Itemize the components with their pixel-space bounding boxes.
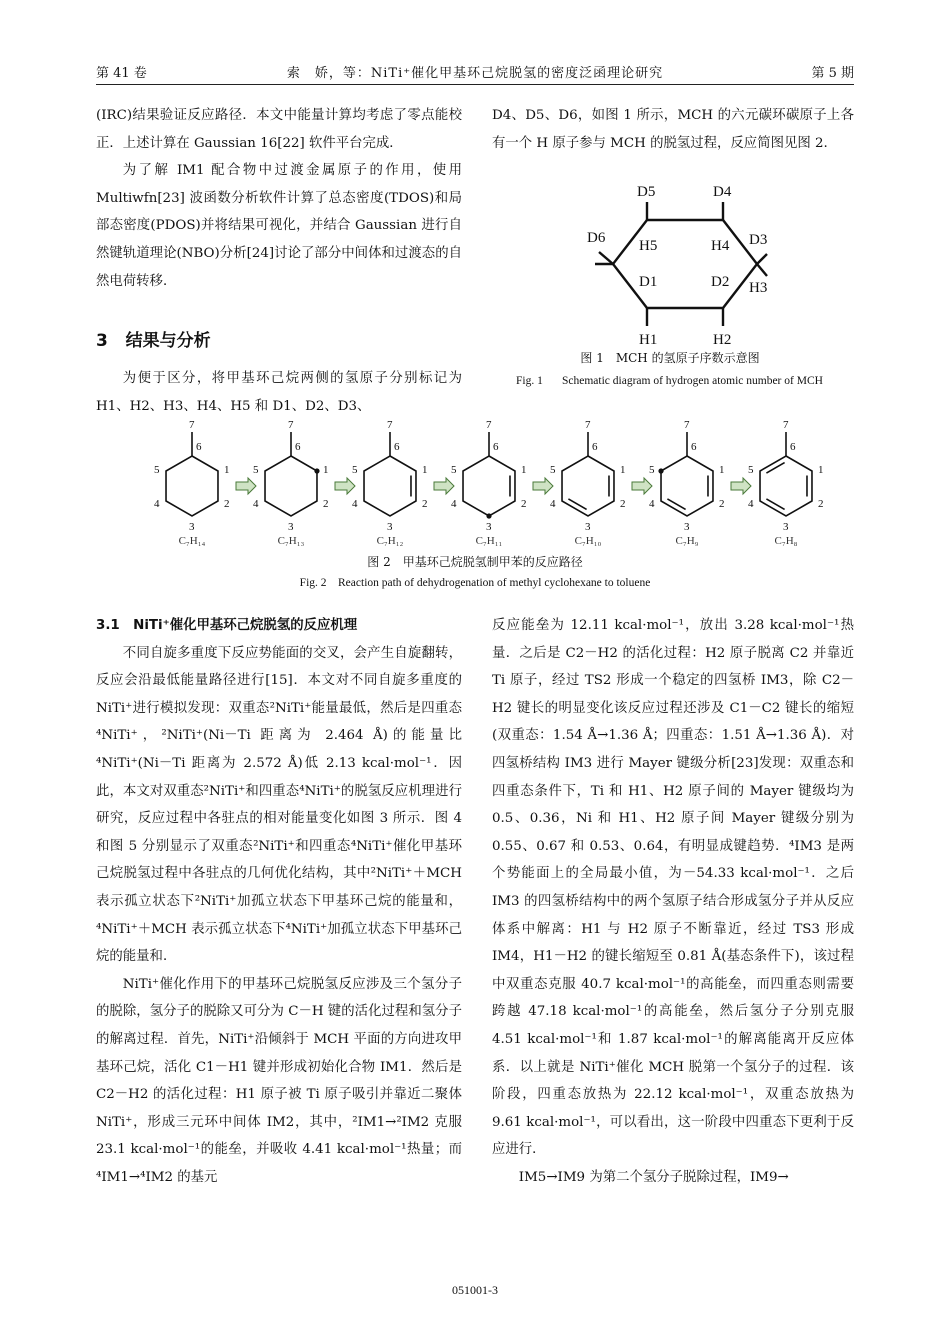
fig1-label: D5 (637, 184, 656, 200)
atom-number: 7 (486, 419, 492, 431)
double-bond (766, 499, 784, 510)
atom-number: 2 (520, 498, 527, 510)
atom-number: 5 (154, 464, 160, 476)
atom-number: 4 (649, 498, 655, 510)
atom-number: 6 (592, 441, 598, 453)
right-column-bottom (492, 612, 854, 1191)
ring (760, 456, 812, 516)
section-heading: 3 结果与分析 (96, 331, 211, 351)
reaction-arrow-icon (335, 478, 355, 494)
figure-1-caption-cn: 图 1 MCH 的氢原子序数示意图 (580, 351, 760, 365)
molecule-formula: C₇H₁₀ (574, 535, 602, 547)
atom-number: 5 (748, 464, 754, 476)
atom-number: 1 (223, 464, 230, 476)
double-bond (568, 499, 586, 510)
atom-number: 1 (619, 464, 626, 476)
molecule-formula: C₇H₁₃ (277, 535, 305, 547)
ring (463, 456, 515, 516)
reaction-arrow-icon (533, 478, 553, 494)
atom-number: 1 (718, 464, 725, 476)
atom-number: 4 (253, 498, 259, 510)
atom-number: 3 (387, 521, 393, 533)
atom-number: 2 (421, 498, 428, 510)
page-number: 051001-3 (452, 1283, 498, 1297)
fig1-label: H1 (639, 332, 658, 348)
ring (166, 456, 218, 516)
issue-label: 第 5 期 (811, 66, 854, 81)
reaction-arrow-icon (434, 478, 454, 494)
atom-number: 7 (387, 419, 393, 431)
ring (265, 456, 317, 516)
paragraph: 为了解 IM1 配合物中过渡金属原子的作用，使用 Multiwfn[23] 波函数分析软件计算了总态密度(TDOS)和局部态密度(PDOS)并将结果可视化，并结合 Gaussian 进行自然键轨道理论(NBO)分析[24]讨论了部分中间体和过渡态的自然电荷转移． (96, 163, 462, 289)
fig1-label: H5 (639, 238, 658, 254)
reaction-arrow-icon (236, 478, 256, 494)
figure-1-diagram (585, 180, 785, 350)
atom-number: 4 (154, 498, 160, 510)
radical-dot (486, 513, 491, 518)
right-column-top (492, 102, 854, 157)
atom-number: 6 (790, 441, 796, 453)
atom-number: 4 (451, 498, 457, 510)
atom-number: 3 (288, 521, 294, 533)
paragraph: NiTi⁺催化作用下的甲基环己烷脱氢反应涉及三个氢分子的脱除，氢分子的脱除又可分为 C－H 键的活化过程和氢分子的解离过程．首先，NiTi⁺沿倾斜于 MCH 平面的方向进攻甲基环己烷，活化 C1－H1 键并形成初始化合物 IM1．然后是 C2－H2 的活化过程：H1 原子被 Ti 原子吸引并靠近二聚体 NiTi⁺，形成三元环中间体 IM2，其中，²IM1→²IM2 克服 23.1 kcal·mol⁻¹的能垒，并吸收 4.41 kcal·mol⁻¹热量；而⁴IM1→⁴IM2 的基元 (96, 976, 462, 1185)
atom-number: 5 (451, 464, 457, 476)
atom-number: 4 (550, 498, 556, 510)
atom-number: 2 (817, 498, 824, 510)
paragraph: IM5→IM9 为第二个氢分子脱除过程，IM9→ (518, 1169, 789, 1185)
atom-number: 6 (196, 441, 202, 453)
paragraph: D4、D5、D6，如图 1 所示，MCH 的六元碳环碳原子上各有一个 H 原子参与 MCH 的脱氢过程，反应简图见图 2. (492, 108, 854, 151)
ring (364, 456, 416, 516)
radical-dot (658, 468, 663, 473)
atom-number: 6 (691, 441, 697, 453)
reaction-arrow-icon (731, 478, 751, 494)
atom-number: 1 (421, 464, 428, 476)
atom-number: 3 (783, 521, 789, 533)
atom-number: 7 (783, 419, 789, 431)
atom-number: 2 (718, 498, 725, 510)
atom-number: 6 (493, 441, 499, 453)
fig1-label: D4 (713, 184, 732, 200)
atom-number: 6 (394, 441, 400, 453)
double-bond (667, 499, 685, 510)
double-bond (766, 463, 784, 474)
fig1-label: D3 (749, 232, 768, 248)
atom-number: 2 (223, 498, 230, 510)
atom-number: 5 (253, 464, 259, 476)
atom-number: 1 (520, 464, 527, 476)
atom-number: 1 (817, 464, 824, 476)
atom-number: 5 (352, 464, 358, 476)
molecule-formula: C₇H₁₂ (376, 535, 404, 547)
paragraph: 为便于区分，将甲基环己烷两侧的氢原子分别标记为 H1、H2、H3、H4、H5 和 D1、D2、D3、 (96, 371, 462, 414)
volume-label: 第 41 卷 (96, 66, 147, 81)
figure-2-reaction-path (150, 418, 824, 553)
running-title: 索 娇，等：NiTi⁺催化甲基环己烷脱氢的密度泛函理论研究 (286, 66, 664, 81)
atom-number: 4 (352, 498, 358, 510)
atom-number: 3 (486, 521, 492, 533)
figure-1-caption-en: Fig. 1 Schematic diagram of hydrogen atomic number of MCH (516, 375, 823, 387)
reaction-arrow-icon (632, 478, 652, 494)
figure-2-caption-cn: 图 2 甲基环己烷脱氢制甲苯的反应路径 (367, 555, 583, 569)
left-column-bottom (96, 612, 462, 1191)
ring (661, 456, 713, 516)
atom-number: 2 (322, 498, 329, 510)
atom-number: 3 (684, 521, 690, 533)
molecule-formula: C₇H₈ (774, 535, 798, 547)
ring (562, 456, 614, 516)
molecule-formula: C₇H₁₁ (475, 535, 503, 547)
figure-2-caption-en: Fig. 2 Reaction path of dehydrogenation of methyl cyclohexane to toluene (299, 577, 651, 589)
atom-number: 5 (649, 464, 655, 476)
atom-number: 4 (748, 498, 754, 510)
radical-dot (314, 468, 319, 473)
molecule-formula: C₇H₉ (675, 535, 699, 547)
paragraph: 反应能垒为 12.11 kcal·mol⁻¹，放出 3.28 kcal·mol⁻¹热量．之后是 C2－H2 的活化过程：H2 原子脱离 C2 并靠近 Ti 原子，经过 TS2 形成一个稳定的四氢桥 IM3，除 C2－H2 键长的明显变化该反应过程还涉及 C1－C2 键长的缩短(双重态：1.54 Å→1.36 Å；四重态：1.51 Å→1.36 Å)．对四氢桥结构 IM3 进行 Mayer 键级分析[23]发现：双重态和四重态条件下，Ti 和 H1、H2 原子间的 Mayer 键级均为 0.5、0.36，Ni 和 H1、H2 原子间 Mayer 键级分别为 0.55、0.67 和 0.53、0.64，有明显成键趋势．⁴IM3 是两个势能面上的全局最小值，为－54.33 kcal·mol⁻¹．之后 IM3 的四氢桥结构中的两个氢原子结合形成氢分子并从反应体系中解离：H1 与 H2 原子不断靠近，经过 TS3 形成 IM4，H1－H2 的键长缩短至 0.81 Å(基态条件下)，该过程中双重态克服 40.7 kcal·mol⁻¹的高能垒，而四重态则需要跨越 47.18 kcal·mol⁻¹的高能垒，然后氢分子分别克服 4.51 kcal·mol⁻¹和 1.87 kcal·mol⁻¹的解离能离开反应体系．以上就是 NiTi⁺催化 MCH 脱第一个氢分子的过程．该阶段，四重态放热为 22.12 kcal·mol⁻¹，双重态放热为 9.61 kcal·mol⁻¹，可以看出，这一阶段中四重态下更利于反应进行． (492, 618, 854, 1158)
fig1-label: H4 (711, 238, 730, 254)
atom-number: 7 (288, 419, 294, 431)
fig1-label: D1 (639, 274, 658, 290)
atom-number: 6 (295, 441, 301, 453)
atom-number: 3 (189, 521, 195, 533)
paragraph: 不同自旋多重度下反应势能面的交叉，会产生自旋翻转，反应会沿最低能量路径进行[15]．本文对不同自旋多重度的 NiTi⁺进行模拟发现：双重态²NiTi⁺能量最低，然后是四重态⁴NiTi⁺，²NiTi⁺(Ni－Ti 距离为 2.464 Å)的能量比⁴NiTi⁺(Ni－Ti 距离为 2.572 Å)低 2.13 kcal·mol⁻¹．因此，本文对双重态²NiTi⁺和四重态⁴NiTi⁺的脱氢反应机理进行研究，反应过程中各驻点的相对能量变化如图 3 所示．图 4 和图 5 分别显示了双重态²NiTi⁺和四重态⁴NiTi⁺催化甲基环己烷脱氢过程中各驻点的几何优化结构，其中²NiTi⁺＋MCH 表示孤立状态下²NiTi⁺加孤立状态下甲基环己烷的能量和，⁴NiTi⁺＋MCH 表示孤立状态下⁴NiTi⁺加孤立状态下甲基环己烷的能量和． (96, 645, 462, 965)
atom-number: 7 (585, 419, 591, 431)
fig1-label: H3 (749, 280, 768, 296)
atom-number: 7 (189, 419, 195, 431)
left-column-intro (96, 365, 462, 420)
atom-number: 1 (322, 464, 329, 476)
subsection-heading: 3.1 NiTi⁺催化甲基环己烷脱氢的反应机理 (96, 618, 358, 633)
fig1-label: D2 (711, 274, 730, 290)
atom-number: 7 (684, 419, 690, 431)
paragraph: (IRC)结果验证反应路径．本文中能量计算均考虑了零点能校正．上述计算在 Gaussian 16[22] 软件平台完成． (96, 108, 462, 151)
atom-number: 5 (550, 464, 556, 476)
fig1-label: D6 (587, 230, 606, 246)
fig1-label: H2 (713, 332, 732, 348)
left-column-top (96, 102, 462, 295)
atom-number: 2 (619, 498, 626, 510)
atom-number: 3 (585, 521, 591, 533)
molecule-formula: C₇H₁₄ (178, 535, 206, 547)
running-header (96, 58, 854, 85)
